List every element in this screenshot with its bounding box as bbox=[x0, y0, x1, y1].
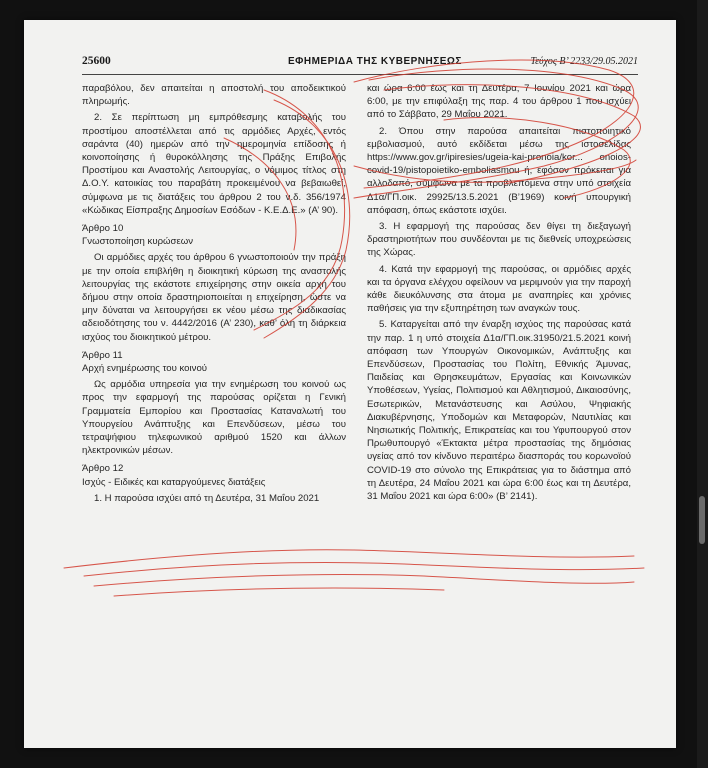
gazette-page bbox=[24, 20, 676, 748]
paragraph: 3. Η εφαρμογή της παρούσας δεν θίγει τη διεξαγωγή δραστηριοτήτων που συνδέονται με τις διεθνείς υποχρεώσεις της Χώρας. bbox=[367, 221, 631, 259]
article-number: Άρθρο 12 bbox=[82, 463, 124, 475]
article-title: Ισχύς - Ειδικές και καταργούμενες διατάξεις bbox=[82, 476, 266, 488]
paragraph: παραβόλου, δεν απαιτείται η αποστολή του αποδεικτικού πληρωμής. bbox=[82, 83, 346, 108]
header-rule bbox=[82, 74, 638, 75]
page-header bbox=[82, 52, 638, 72]
paragraph: 5. Καταργείται από την έναρξη ισχύος της παρούσας κατά την παρ. 1 η υπό στοιχεία Δ1α/ΓΠ.οικ.31950/21.5.2021 κοινή απόφαση των Υπουργών Οικονομικών, Ανάπτυξης και Επενδύσεων, Προστασίας του Πολίτη, Εθνικής Άμυνας, Παιδείας και Θρησκευμάτων, Εργασίας και Κοινωνικών Υποθέσεων, Υγείας, Πολιτισμού και Αθλητισμού, Δικαιοσύνης, Εσωτερικών, Μετανάστευσης και Ασύλου, Ψηφιακής Διακυβέρνησης, Υποδομών και Μεταφορών, Ναυτιλίας και Νησιωτικής Πολιτικής, Επικρατείας και του Υφυπουργού στον Πρωθυπουργό «Έκτακτα μέτρα προστασίας της δημόσιας υγείας από τον κίνδυνο περαιτέρω διασποράς του κορωνοϊού COVID-19 στο σύνολο της Επικράτειας για το διάστημα από τη Δευτέρα, 24 Μαΐου 2021 και ώρα 6:00 έως και τη Δευτέρα, 31 Μαΐου 2021 και ώρα 6:00» (Β’ 2141). bbox=[367, 319, 631, 503]
article-title: Αρχή ενημέρωσης του κοινού bbox=[82, 363, 208, 375]
gazette-title: ΕΦΗΜΕΡΙΔΑ ΤΗΣ ΚΥΒΕΡΝΗΣΕΩΣ bbox=[288, 56, 462, 67]
article-title: Γνωστοποίηση κυρώσεων bbox=[82, 236, 194, 248]
left-column bbox=[82, 82, 346, 505]
article-number: Άρθρο 10 bbox=[82, 223, 124, 235]
issue-reference: Τεύχος Β’ 2233/29.05.2021 bbox=[530, 56, 638, 67]
paragraph: 4. Κατά την εφαρμογή της παρούσας, οι αρμόδιες αρχές και τα όργανα ελέγχου οφείλουν να μεριμνούν για την παροχή κάθε διευκόλυνσης στα άτομα με αναπηρίες και χρόνιες παθήσεις για την εξυπηρέτηση των αναγκών τους. bbox=[367, 263, 631, 315]
scrollbar-track[interactable] bbox=[697, 0, 708, 768]
right-column bbox=[367, 82, 631, 503]
paragraph: Ως αρμόδια υπηρεσία για την ενημέρωση του κοινού ως προς την εφαρμογή της παρούσας ορίζεται η Γενική Γραμματεία Εμπορίου και Προστασίας Καταναλωτή του Υπουργείου Ανάπτυξης και Επενδύσεων, μέσω του τετραψήφιου τηλεφωνικού αριθμού 1520 και άλλων ηλεκτρονικών μέσων. bbox=[82, 379, 346, 457]
article-number: Άρθρο 11 bbox=[82, 349, 123, 361]
paragraph: 2. Όπου στην παρούσα απαιτείται πιστοποιητικό εμβολιασμού, αυτό εκδίδεται μέσω της ιστοσελίδας https://www.gov.gr/ipiresies/ugeia-kai-pronoia/kor... onoios-covid-19/pistopoietiko-emboliasmou ή, εφόσον πρόκειται για αλλοδαπό, σύμφωνα με τα προβλεπόμενα στην υπό στοιχεία Δ1α/ΓΠ.οικ. 29925/13.5.2021 (Β’1969) κοινή υπουργική απόφαση, όπως εκάστοτε ισχύει. bbox=[367, 125, 631, 216]
paragraph: 2. Σε περίπτωση μη εμπρόθεσμης καταβολής του προστίμου αποστέλλεται από τις αρμόδιες Αρχές, εντός σαράντα (40) ημερών από την ημερομηνία επίδοσης ή κοινοποίησης ή θυροκόλλησης της Πράξης Επιβολής Προστίμου και Αναστολής Λειτουργίας, ο νόμιμος τίτλος στη Δ.Ο.Υ. κατοικίας του παραβάτη προκειμένου να βεβαιωθεί, σύμφωνα με τις διατάξεις του άρθρου 2 του ν.δ. 356/1974 «Κώδικας Είσπραξης Δημοσίων Εσόδων - Κ.Ε.Δ.Ε.» (Α’ 90). bbox=[82, 112, 346, 216]
paragraph: 1. Η παρούσα ισχύει από τη Δευτέρα, 31 Μαΐου 2021 bbox=[94, 492, 320, 504]
paragraph: Οι αρμόδιες αρχές του άρθρου 6 γνωστοποιούν την πράξη με την οποία επιβλήθη η διοικητική κύρωση της αναστολής λειτουργίας της εκάστοτε επιχείρησης στην οικεία αρχή του δήμου στην οποία δραστηριοποιείται η επιχείρηση, ώστε να μην δύναται να λειτουργήσει εκ νέου μέσω της διαδικασίας αδειοδότησης του ν. 4442/2016 (Α’ 230), καθ’ όλη τη διάρκεια ισχύος του διοικητικού μέτρου. bbox=[82, 252, 346, 343]
paragraph: και ώρα 6:00 έως και τη Δευτέρα, 7 Ιουνίου 2021 και ώρα 6:00, με την επιφύλαξη της παρ. 4 του άρθρου 1 που ισχύει από το Σάββατο, 29 Μαΐου 2021. bbox=[367, 83, 631, 121]
scrollbar-thumb[interactable] bbox=[699, 496, 705, 544]
page-number: 25600 bbox=[82, 55, 111, 67]
